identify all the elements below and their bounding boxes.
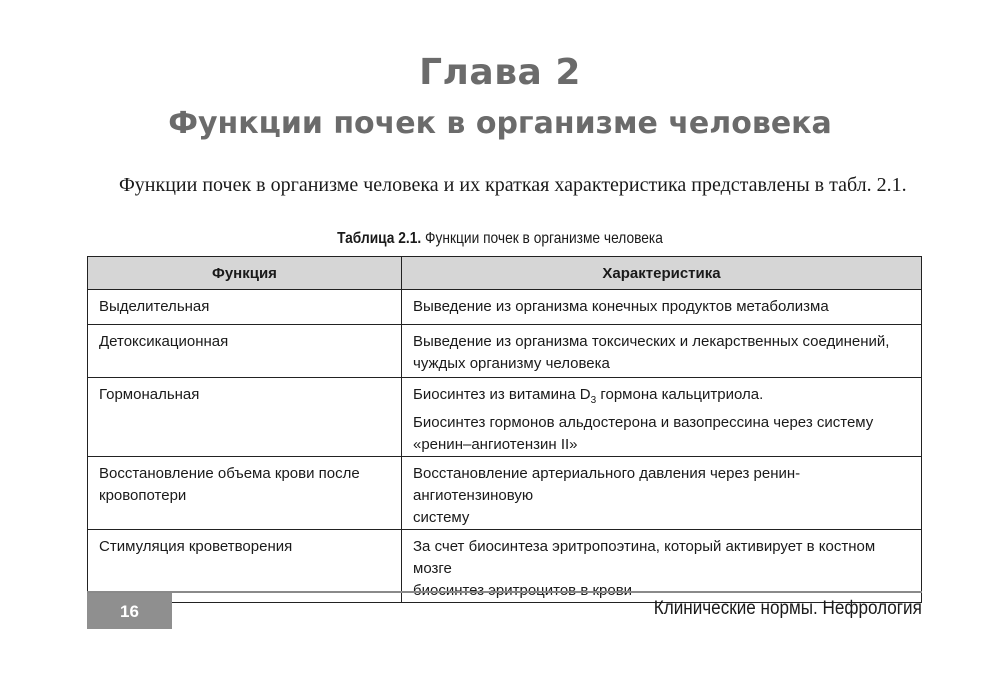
function-cell: Выделительная: [88, 290, 402, 325]
function-cell: Гормональная: [88, 378, 402, 457]
table-row: [88, 325, 922, 378]
chapter-number: Глава 2: [419, 52, 581, 93]
table-row: [88, 457, 922, 530]
column-header-description: Характеристика: [402, 257, 922, 290]
table-row: [88, 378, 922, 457]
description-cell: Выведение из организма токсических и лекарственных соединений, чуждых организму человека: [402, 325, 922, 378]
description-cell: Выведение из организма конечных продуктов метаболизма: [402, 290, 922, 325]
vitamin-subscript: 3: [590, 395, 597, 406]
table-row: [88, 290, 922, 325]
footer-divider: [87, 591, 922, 593]
page-number: 16: [87, 593, 172, 629]
function-cell: Детоксикационная: [88, 325, 402, 378]
table-caption-label: Таблица 2.1.: [337, 230, 422, 247]
kidney-functions-table: [87, 256, 922, 603]
description-cell: За счет биосинтеза эритропоэтина, который активирует в костном мозге: [402, 530, 922, 603]
table-caption-text: Функции почек в организме человека: [425, 230, 663, 247]
column-header-function: Функция: [88, 257, 402, 290]
description-line-prefix: Биосинтез из витамина D: [413, 386, 591, 403]
function-cell: Стимуляция кроветворения: [88, 530, 402, 603]
description-cell: Восстановление артериального давления через ренин-ангиотензиновую систему: [402, 457, 922, 530]
intro-paragraph: Функции почек в организме человека и их краткая характеристика представлены в табл. 2.1.: [119, 174, 907, 196]
table-caption: [70, 230, 930, 248]
function-cell: Восстановление объема крови после кровопотери: [88, 457, 402, 530]
description-line-suffix: гормона кальцитриола.: [596, 386, 764, 403]
description-cell: [402, 378, 922, 457]
description-rest: Биосинтез гормонов альдостерона и вазопрессина через систему «ренин–ангиотензин II»: [413, 414, 874, 453]
chapter-title: Функции почек в организме человека: [168, 106, 832, 141]
running-title: Клинические нормы. Нефрология: [653, 598, 922, 619]
table-header-row: [88, 257, 922, 290]
